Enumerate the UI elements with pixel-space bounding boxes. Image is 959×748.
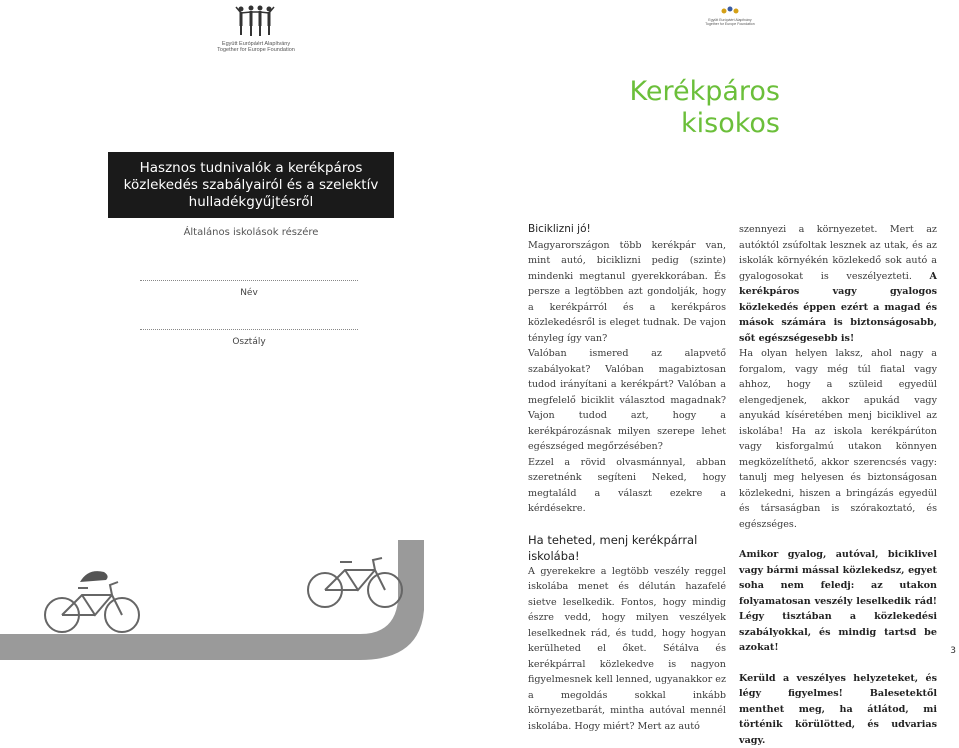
bicycle-right-icon — [308, 558, 402, 607]
bicycles-illustration — [0, 540, 470, 660]
helmet-icon — [80, 571, 108, 582]
article-column-1 — [528, 222, 726, 734]
audience-label: Általános iskolások részére — [108, 227, 394, 238]
intro-line-3: hulladékgyűjtésről — [116, 194, 386, 211]
paragraph: Ezzel a rövid olvasmánnyal, abban szeretnénk segíteni Neked, hogy megtaláld a választ ezekre a kérdésekre. — [528, 455, 726, 517]
article-column-2 — [739, 222, 937, 748]
intro-line-2: közlekedés szabályairól és a szelektív — [116, 177, 386, 194]
road-shape — [0, 540, 424, 660]
section-heading-2: Ha teheted, menj kerékpárral iskolába! — [528, 532, 698, 564]
name-label: Név — [140, 288, 358, 298]
intro-box — [108, 152, 394, 218]
paragraph — [739, 222, 937, 346]
bicycle-left-icon — [45, 582, 139, 632]
title-line-1: Kerékpáros — [560, 76, 780, 108]
page-number: 3 — [950, 646, 956, 656]
warning-paragraph: Kerüld a veszélyes helyzeteket, és légy figyelmes! Balesetektől menthet meg, ha átlátod, mi történik körülötted, és udvarias vagy. — [739, 671, 937, 748]
stars-logo-icon — [720, 5, 740, 17]
class-label: Osztály — [140, 337, 358, 347]
paragraph: Ha olyan helyen laksz, ahol nagy a forgalom, vagy még túl fiatal vagy ahhoz, hogy a szüleid egyedül elengedjenek, akkor apukád vagy anyukád kíséretében menj biciklivel az iskolába! Ha az iskola kerékpárúton vagy kisforgalmú utakon könnyen megközelíthető, akkor szerencsés vagy: tanulj meg helyesen és biztonságosan közlekedni, hiszen a bringázás egyedül és társaságban is szórakoztató, és egészséges. — [739, 346, 937, 532]
logo-name-hu-small: Együtt Európáért Alapítvány — [700, 18, 760, 22]
section-heading-1: Biciklizni jó! — [528, 222, 726, 238]
logo-name-hu: Együtt Európáért Alapítvány — [216, 41, 296, 47]
page-title — [560, 76, 780, 140]
people-logo-icon — [234, 5, 276, 37]
class-field-line[interactable] — [140, 329, 358, 330]
title-line-2: kisokos — [560, 108, 780, 140]
paragraph: A gyerekekre a legtöbb veszély reggel iskolába menet és délután hazafelé sietve leselkedik. Fontos, hogy mindig észre vedd, hogy milyen veszélyek leselkednek rád, és tudd, hogy hogyan kerülheted el őket. Sétálva és kerékpárral közlekedve is nagyon figyelmesnek kell lenned, ugyanakkor ez a megoldás sokkal inkább környezetbarát, mintha autóval mennél iskolába. Hogy miért? Mert az autó — [528, 564, 726, 735]
paragraph: Magyarországon több kerékpár van, mint autó, biciklizni pedig (szinte) mindenki megtanul gyerekkorában. És persze a legtöbben azt gondolják, hogy a kerékpárról és a kerékpáros közlekedésről is eleget tudnak. De vajon tényleg így van? — [528, 238, 726, 347]
logo-name-en-small: Together for Europe Foundation — [700, 22, 760, 26]
right-logo — [700, 5, 760, 35]
name-field-line[interactable] — [140, 280, 358, 281]
paragraph-text: szennyezi a környezetet. Mert az autóktól zsúfoltak lesznek az utak, és az iskolák környékén közlekedő sok autó a gyalogosokat is veszélyezteti. — [739, 224, 937, 282]
warning-paragraph: Amikor gyalog, autóval, biciklivel vagy bármi mással közlekedsz, egyet soha nem feledj: az utakon folyamatosan veszély leselkedik rád! Légy tisztában a közlekedési szabályokkal, és mindig tartsd be azokat! — [739, 547, 937, 656]
paragraph-bold-text: A kerékpáros vagy gyalogos közlekedés éppen ezért a magad és mások számára is biztonságosabb, sőt egészségesebb is! — [739, 271, 937, 344]
left-logo — [216, 5, 296, 60]
paragraph: Valóban ismered az alapvető szabályokat? Valóban magabiztosan tudod irányítani a kerékpárt? Valóban a megfelelő biciklit választod magadnak? Vajon tudod azt, hogy a kerékpározásnak milyen szerepe lehet egészséged megőrzésében? — [528, 346, 726, 455]
intro-line-1: Hasznos tudnivalók a kerékpáros — [116, 160, 386, 177]
logo-name-en: Together for Europe Foundation — [216, 47, 296, 53]
